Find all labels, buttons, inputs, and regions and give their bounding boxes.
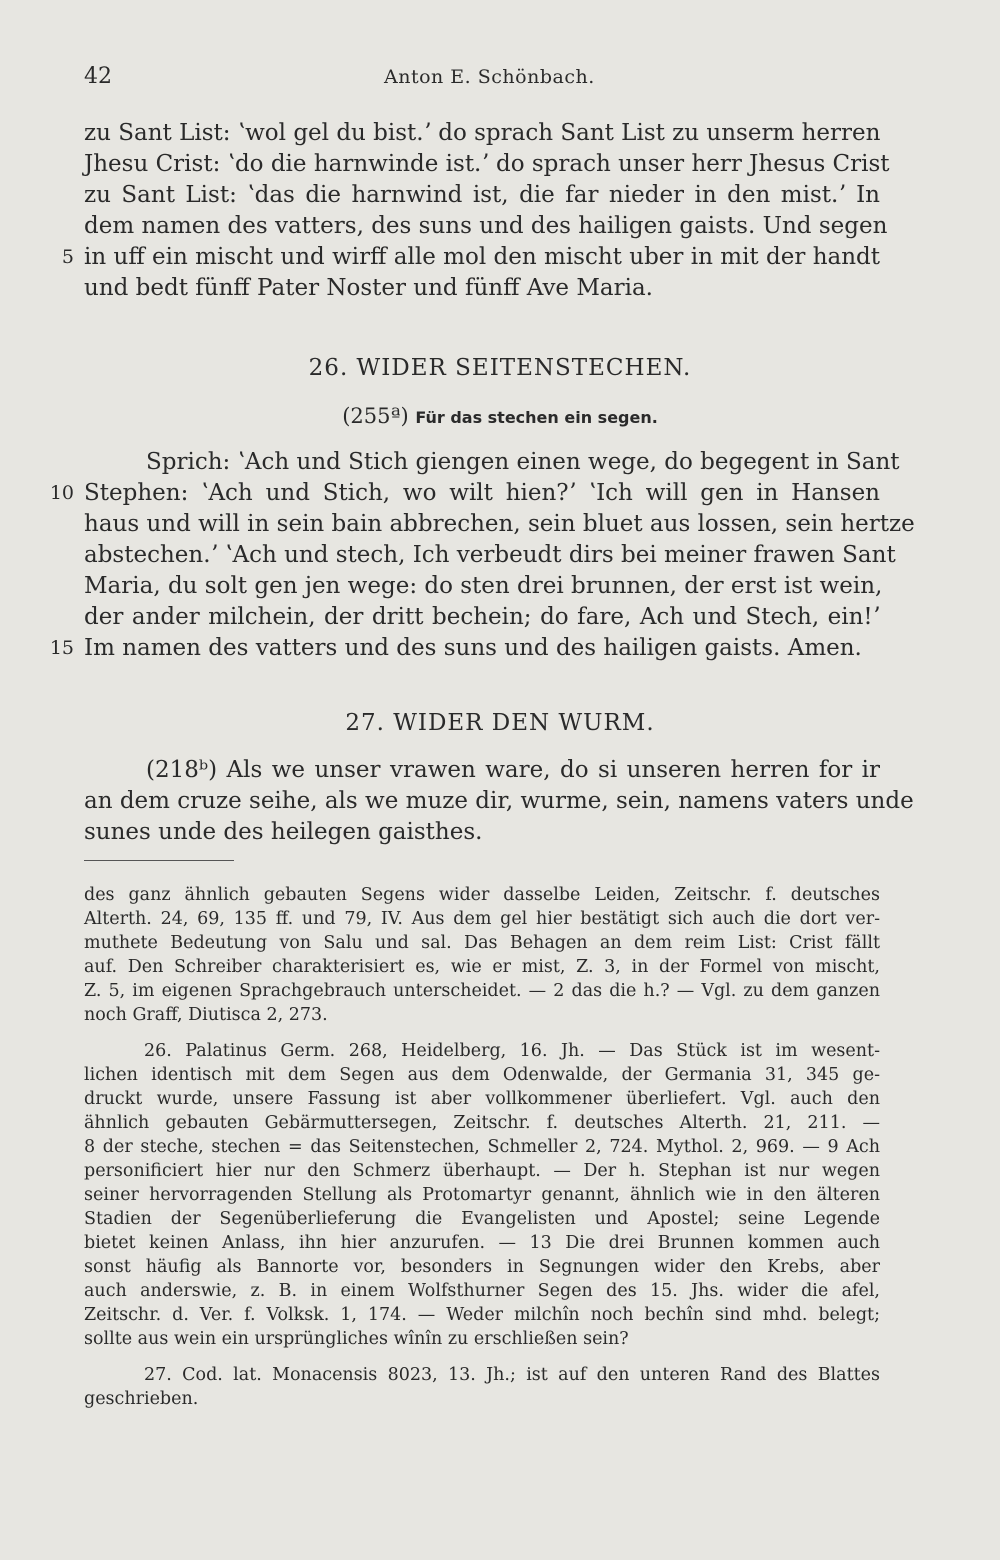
line-number: 10 (49, 482, 74, 504)
body-line: sunes unde des heilegen gaisthes. (84, 819, 483, 845)
body-line: (218ᵇ) Als we unser vrawen ware, do si unseren herren for ir (146, 757, 880, 783)
section-heading-27: 27. WIDER DEN WURM. (345, 710, 655, 736)
section-subheading-26 (0, 404, 1000, 428)
page-number: 42 (84, 64, 112, 89)
footnote-line: sollte aus wein ein ursprüngliches wînîn zu erschließen sein? (84, 1329, 629, 1349)
body-line: zu Sant List: ʽwol gel du bist.ʼ do sprach Sant List zu unserm herren (84, 120, 881, 146)
body-line: Maria, du solt gen jen wege: do sten drei brunnen, der erst ist wein, (84, 573, 883, 599)
body-line: Im namen des vatters und des suns und des hailigen gaists. Amen. (84, 635, 862, 661)
footnote-line: sonst häufig als Bannorte vor, besonders in Segnungen wider den Krebs, aber (84, 1257, 880, 1277)
footnote-line: druckt wurde, unsere Fassung ist aber vollkommener überliefert. Vgl. auch den (84, 1089, 880, 1109)
line-number: 15 (49, 637, 74, 659)
footnote-line: 8 der steche, stechen = das Seitenstechen, Schmeller 2, 724. Mythol. 2, 969. — 9 Ach (84, 1137, 880, 1157)
footnote-line: Stadien der Segenüberlieferung die Evangelisten und Apostel; seine Legende (84, 1209, 880, 1229)
body-line: Sprich: ʽAch und Stich giengen einen wege, do begegent in Sant (146, 449, 900, 475)
body-line: zu Sant List: ʽdas die harnwind ist, die far nieder in den mist.ʼ In (84, 182, 880, 208)
body-line: in uff ein mischt und wirff alle mol den mischt uber in mit der handt (84, 244, 880, 270)
body-line: haus und will in sein bain abbrechen, sein bluet aus lossen, sein hertze (84, 511, 915, 537)
footnote-line: lichen identisch mit dem Segen aus dem Odenwalde, der Germania 31, 345 ge- (84, 1065, 880, 1085)
footnote-line: auch anderswie, z. B. in einem Wolfsthurner Segen des 15. Jhs. wider die afel, (84, 1281, 880, 1301)
body-line: Stephen: ʽAch und Stich, wo wilt hien?ʼ ʽIch will gen in Hansen (84, 480, 880, 506)
footnote-line: seiner hervorragenden Stellung als Protomartyr genannt, ähnlich wie in den älteren (84, 1185, 880, 1205)
running-head: Anton E. Schönbach. (384, 66, 595, 88)
footnote-line: Alterth. 24, 69, 135 ff. und 79, IV. Aus dem gel hier bestätigt sich auch die dort ver- (84, 909, 880, 929)
footnote-line: des ganz ähnlich gebauten Segens wider dasselbe Leiden, Zeitschr. f. deutsches (84, 885, 880, 905)
footnote-line: Z. 5, im eigenen Sprachgebrauch unterscheidet. — 2 das die h.? — Vgl. zu dem ganzen (84, 981, 880, 1001)
body-line: abstechen.ʼ ʽAch und stech, Ich verbeudt dirs bei meiner frawen Sant (84, 542, 896, 568)
body-line: an dem cruze seihe, als we muze dir, wurme, sein, namens vaters unde (84, 788, 914, 814)
body-line: und bedt fünff Pater Noster und fünff Ave Maria. (84, 275, 653, 301)
footnote-line: ähnlich gebauten Gebärmuttersegen, Zeitschr. f. deutsches Alterth. 21, 211. — (84, 1113, 880, 1133)
footnote-line: geschrieben. (84, 1389, 199, 1409)
body-line: der ander milchein, der dritt bechein; do fare, Ach und Stech, ein!ʼ (84, 604, 880, 630)
footnote-line: bietet keinen Anlass, ihn hier anzurufen. — 13 Die drei Brunnen kommen auch (84, 1233, 880, 1253)
body-line: Jhesu Crist: ʽdo die harnwinde ist.ʼ do sprach unser herr Jhesus Crist (84, 151, 890, 177)
body-line: dem namen des vatters, des suns und des hailigen gaists. Und segen (84, 213, 888, 239)
line-number: 5 (61, 246, 74, 268)
footnote-line: muthete Bedeutung von Salu und sal. Das Behagen an dem reim List: Crist fällt (84, 933, 880, 953)
page-header (84, 64, 884, 94)
section-heading-26: 26. WIDER SEITENSTECHEN. (308, 355, 692, 381)
manuscript-reference: (255ª) (342, 404, 409, 428)
footnote-line: personificiert hier nur den Schmerz überhaupt. — Der h. Stephan ist nur wegen (84, 1161, 880, 1181)
footnote-line: 26. Palatinus Germ. 268, Heidelberg, 16. Jh. — Das Stück ist im wesent- (144, 1041, 880, 1061)
footnote-line: 27. Cod. lat. Monacensis 8023, 13. Jh.; ist auf den unteren Rand des Blattes (144, 1365, 880, 1385)
charm-title: Für das stechen ein segen. (415, 408, 658, 427)
footnote-line: auf. Den Schreiber charakterisiert es, wie er mist, Z. 3, in der Formel von mischt, (84, 957, 880, 977)
footnote-divider (84, 860, 234, 861)
footnote-line: Zeitschr. d. Ver. f. Volksk. 1, 174. — Weder milchîn noch bechîn sind mhd. belegt; (84, 1305, 880, 1325)
footnote-line: noch Graff, Diutisca 2, 273. (84, 1005, 328, 1025)
